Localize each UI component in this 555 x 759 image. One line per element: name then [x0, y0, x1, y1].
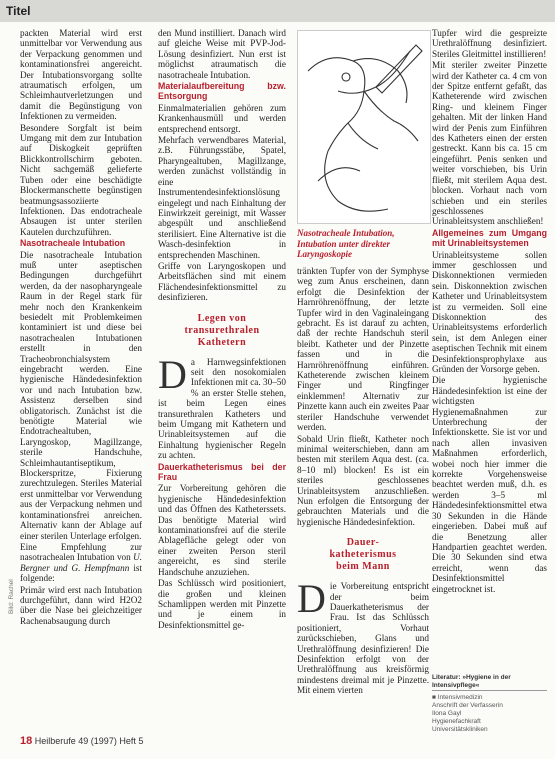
- section-heading-man: Dauer- katheterismus beim Mann: [329, 537, 397, 573]
- drop-cap: D: [297, 576, 326, 622]
- drop-cap: D: [158, 351, 187, 397]
- paragraph: Zur Vorbereitung gehören die hygienische Händedesinfektion und das Öffnen des Katheterssets. Das benötigte Material wird kontaminationsfrei auf die sterile Ablagefläche gelegt oder von einer zweiten Person steril angereicht, es sind sterile Handschuhe anzuziehen.: [158, 483, 286, 577]
- paragraph-intro: Die Vorbereitung entspricht der beim Dauerkatheterismus der Frau. Ist das Schlüssch positioniert, Vorhaut zurückschieben, Glans und Urethralöffnung desinfizieren! Die Desinfektion erfolgt von der Urethralöffnung aus kreisförmig mindestens dreimal mit je Pinzette. Mit einem vierten: [297, 576, 429, 696]
- paragraph: den Mund instilliert. Danach wird auf gleiche Weise mit PVP-Jod-Lösung desinfiziert. Nun erst ist möglichst atraumatisch die nasotracheale Intubation.: [158, 28, 286, 80]
- figure-caption: Nasotracheale Intubation, Intubation unter direkter Laryngoskopie: [297, 228, 395, 259]
- paragraph: Tupfer wird die gespreizte Urethralöffnung desinfiziert. Steriles Gleitmittel instillieren!: [432, 28, 547, 59]
- literature-heading: Literatur: »Hygiene in der Intensivpflege«: [432, 674, 547, 691]
- author-names: U. Bergner und G. Hempfmann: [20, 552, 142, 573]
- subheading-nasotracheal: Nasotracheale Intubation: [20, 238, 126, 249]
- intubation-illustration: [297, 30, 431, 224]
- literature-line: Hygienefachkraft: [432, 718, 481, 725]
- subheading-woman: Dauerkatheterismus bei der Frau: [158, 461, 286, 483]
- paragraph: packten Material wird erst unmittelbar vor Verwendung aus der Verpackung genommen und kontaminationsfrei angereicht. Der Intubationsvorgang sollte atraumatisch erfolgen, um Schleimhautverletzungen und damit die Begünstigung von Infektionen zu vermeiden.: [20, 28, 142, 122]
- column-2: [158, 28, 286, 728]
- paragraph: Primär wird erst nach Intubation durchgeführt, dann wird H2O2 über die Nase bei gleichzeitiger Rachenabsaugung durch: [20, 584, 142, 626]
- photo-credit: Bild: Rachel: [8, 579, 15, 614]
- paragraph: Urinableitsysteme sollen immer geschlossen und Diskonnektionen vermieden sein. Diskonnektion zwischen Katheter und Urinableitsystem ist zu vermeiden. Soll eine Diskonnektion des Urinableitsystems erforderlich sein, ist dem Anlegen einer aseptischen Technik mit einem Desinfektionsprophylaxe aus Gründen der Vorsorge geben.: [432, 249, 547, 374]
- paragraph: Die nasotracheale Intubation muß unter aseptischen Bedingungen durchgeführt werden, da der nasopharyngeale Raum in der Regel stark für mehr noch den Krankenkeim besiedelt mit Problemkeimen kontaminiert ist und diese bei nasotrachealen Intubationen erstellt in den Tracheobronchialsystem eingebracht werden. Eine hygienische Händedesinfektion vor und nach Intubation bzw. Assistenz derselben sind obligatorisch. Zunächst ist die benötigte Material wie Endotrachealtuben, Laryngoskop, Magillzange, sterile Handschuhe, Schleimhautantiseptikum, Blockerspritze, Fixierung zurechtzulegen. Steriles Material erst unmittelbar vor Verwendung aus der Verpackung nehmen und kontaminationsfrei anreichen. Alternativ kann der Ablage auf einer sterilen Unterlage erfolgen.: [20, 249, 142, 541]
- literature-line: Ilona Gayl: [432, 710, 462, 717]
- paragraph: Einmalmaterialien gehören zum Krankenhausmüll und werden entsprechend entsorgt.: [158, 102, 286, 134]
- column-3: [297, 266, 429, 726]
- journal-reference: Heilberufe 49 (1997) Heft 5: [34, 736, 144, 746]
- line-drawing-image: [298, 31, 430, 223]
- paragraph: Griffe von Laryngoskopen und Arbeitsflächen sind mit einem Flächendesinfektionsmittel zu desinfizieren.: [158, 260, 286, 303]
- literature-line: Universitätskliniken: [432, 726, 488, 733]
- section-heading-transurethral: Legen von transurethralen Kathetern: [184, 312, 260, 348]
- paragraph: Die hygienische Händedesinfektion ist eine der wichtigsten Hygienemaßnahmen zur Unterbrechung der Infektionskette. Sie ist vor und nach allen invasiven Maßnahmen erforderlich, wobei noch hier immer die korrekte Vorgehensweise beachtet werden muß, d.h. es werden 3–5 ml Händedesinfektionsmittel etwa 30 Sekunden in die Hände eingerieben. Dabei muß auf die Benetzung aller Handpartien geachtet werden. Die 30 Sekunden sind etwa erreicht, wenn das Desinfektionsmittel eingetrocknet ist.: [432, 375, 547, 594]
- section-title: Titel: [6, 4, 31, 18]
- section-header-bar: [0, 0, 555, 22]
- paragraph: Besondere Sorgfalt ist beim Umgang mit dem zur Intubation auf Diskogkeit geprüften Blickkontrollschirm geboten. Nicht sachgemäß gelieferte Tuben oder eine beschädigte Blockermanschette begünstigen beatmungsassoziierte Infektionen. Das endotracheale Absaugen ist unter sterilen Kautelen durchzuführen.: [20, 122, 142, 237]
- literature-line: ■ Intensivmedizin: [432, 694, 483, 701]
- subheading-urine-systems: Allgemeines zum Umgang mit Urinableitsystemen: [432, 227, 547, 249]
- page-footer: [20, 735, 143, 747]
- paragraph-recommendation: Eine Empfehlung zur nasotrachealen Intubation von U. Bergner und G. Hempfmann ist folgende:: [20, 541, 142, 584]
- column-4: [432, 28, 547, 668]
- paragraph: tränkten Tupfer von der Symphyse weg zum Anus erscheinen, dann erfolgt die Desinfektion der Harnröhrenöffnung, der letzte Tupfer wird in den Vaginaleingang gebracht. Es ist darauf zu achten, daß der rechte Handschuh steril bleibt. Katheter und der Pinzette fassen und in die Harnröhrenöffnung einführen. Katheterende zwischen kleinem Finger und Ringfinger einklemmen! Alternativ zur Pinzette kann auch ein zweites Paar steriler Handschuhe verwendet werden.: [297, 266, 429, 433]
- paragraph-intro: Da Harnwegsinfektionen seit den nosokomialen Infektionen mit ca. 30–50 % an erster Stelle stehen, ist beim Legen eines transurethralen Katheters und beim Umgang mit Kathetern und Urinableitsystemen auf die Einhaltung hygienischer Regeln zu achten.: [158, 351, 286, 461]
- paragraph: Das Schlüssch wird positioniert, die großen und kleinen Schamlippen werden mit Pinzette und je einem in Desinfektionsmittel ge-: [158, 578, 286, 630]
- paragraph: Mehrfach verwendbares Material, z.B. Führungsstäbe, Spatel, Pharyngealtuben, Magillzange, werden zunächst vollständig in eine Instrumentendesinfektionslösung eingelegt und nach Einhaltung der Einwirkzeit gereinigt, mit Wasser abgespült und anschließend sterilisiert. Eine Alternative ist die Wasch-desinfektion in entsprechenden Maschinen.: [158, 135, 286, 260]
- literature-line: Anschrift der Verfasserin: [432, 702, 503, 709]
- subheading-material: Materialaufbereitung bzw. Entsorgung: [158, 81, 286, 102]
- paragraph: Sobald Urin fließt, Katheter noch minimal weiterschieben, dann am besten mit sterilem Aqua dest. (ca. 8–10 ml) blocken! Es ist ein steriles geschlossenes Urinableitsystem anzuschließen. Nun erfolgen die Entsorgung der gebrauchten Materials und die hygienische Händedesinfektion.: [297, 433, 429, 527]
- page-number: 18: [20, 735, 33, 747]
- paragraph: Mit steriler zweiter Pinzette wird der Katheter ca. 4 cm von der Spitze entfernt gefaßt, das Katheterende wird zwischen Ring- und kleinem Finger gehalten. Mit der linken Hand wird der Penis zum Einführen des Katheters einen der ersten gestreckt. Kann bis ca. 15 cm eingeführt. Penis senken und weiter vorschieben, bis Urin fließt, mit sterilem Aqua dest. blocken. Vorhaut nach vorn schieben und ein steriles geschlossenes Urinableitsystem anschließen!: [432, 60, 547, 227]
- literature-box: [432, 674, 547, 734]
- column-1: [20, 28, 142, 728]
